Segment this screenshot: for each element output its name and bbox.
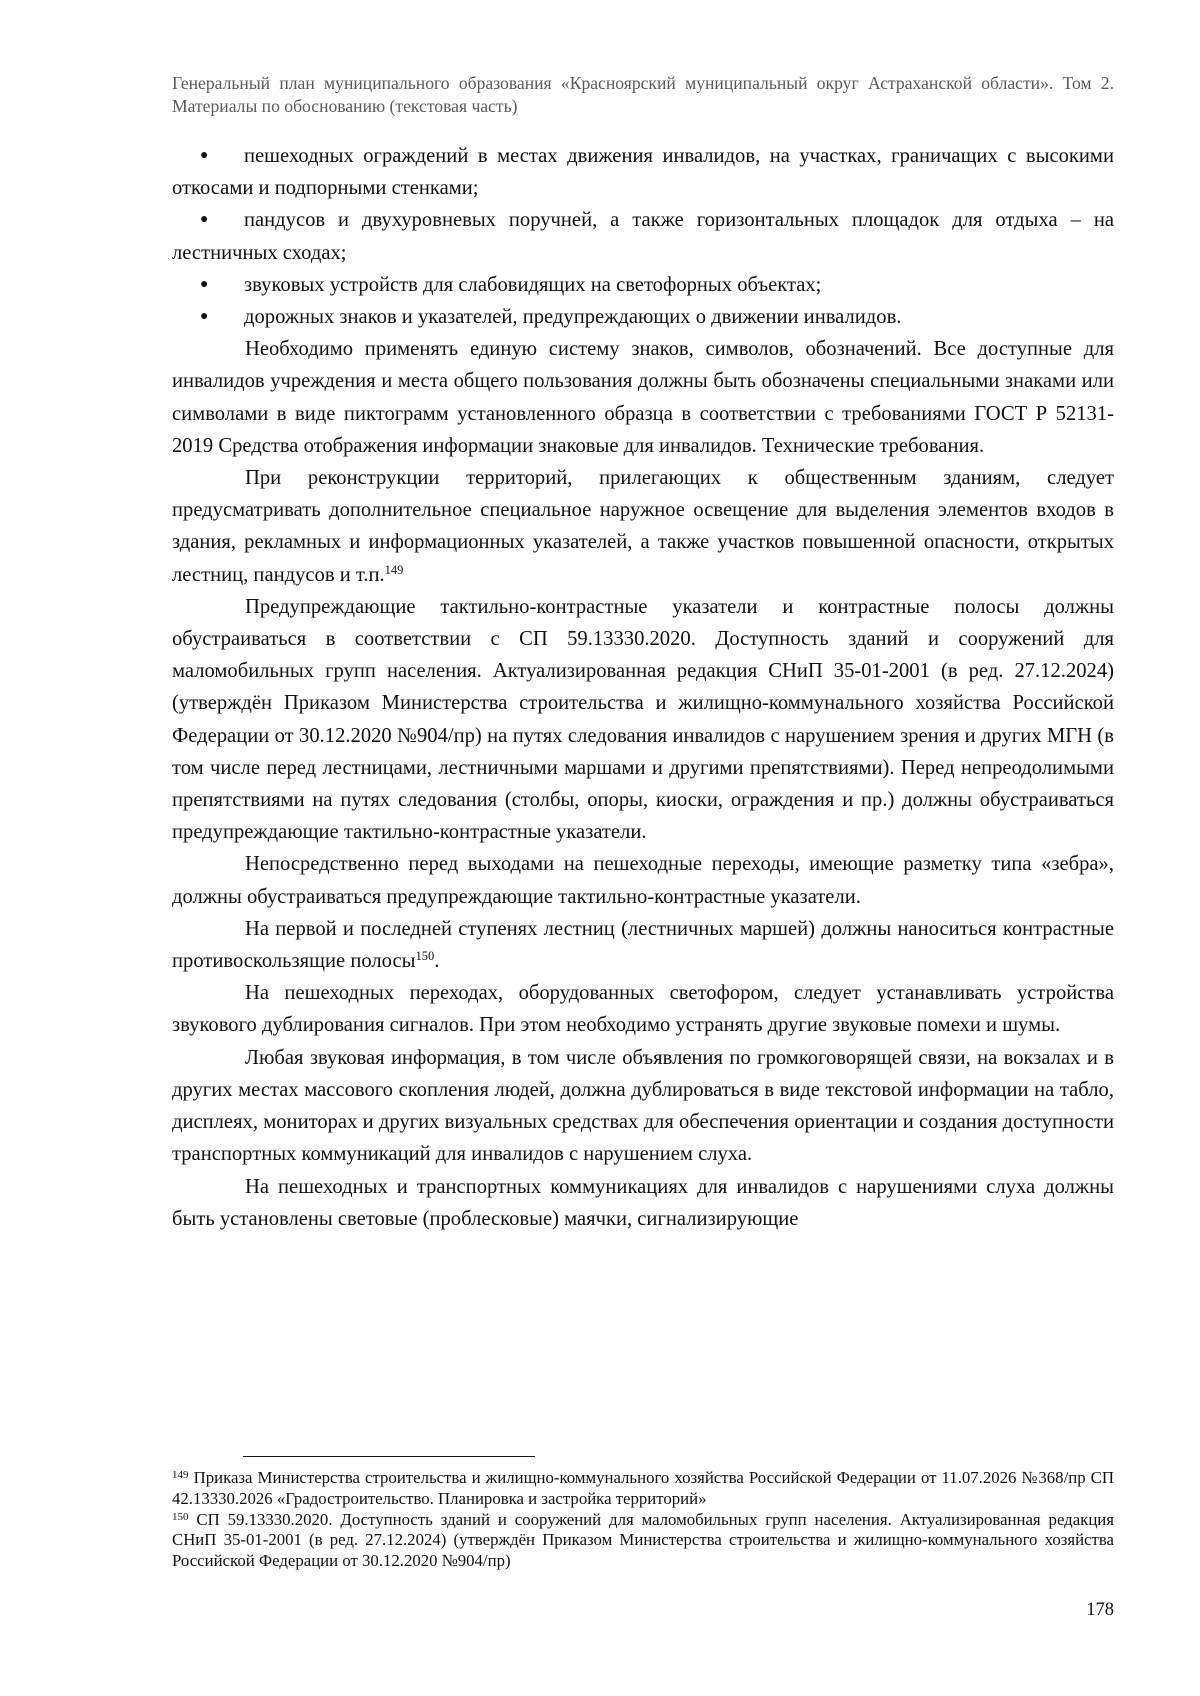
paragraph-text-duplication: Любая звуковая информация, в том числе объявления по громкоговорящей связи, на вокзалах и в других местах массового скопления людей, должна дублироваться в виде текстовой информации на табло, дисплеях, мониторах и других визуальных средствах для обеспечения ориентации и создания доступности транспортных коммуникаций для инвалидов с нарушением слуха.: [172, 1046, 1114, 1166]
paragraph-signs: Необходимо применять единую систему знаков, символов, обозначений. Все доступные для инвалидов учреждения и места общего пользования должны быть обозначены специальными знаками или символами в виде пиктограмм установленного образца в соответствии с требованиями ГОСТ Р 52131-2019 Средства отображения информации знаковые для инвалидов. Технические требования.: [172, 338, 1114, 457]
paragraph-audio-signals: На пешеходных переходах, оборудованных светофором, следует устанавливать устройства звукового дублирования сигналов. При этом необходимо устранять другие звуковые помехи и шумы.: [172, 982, 1114, 1037]
bullet-text: пандусов и двухуровневых поручней, а также горизонтальных площадок для отдыха – на лестничных сходах;: [172, 209, 1114, 264]
bullet-marker-icon: ●: [200, 309, 209, 325]
bullet-marker-icon: ●: [200, 148, 209, 163]
paragraph-stair-strips: [172, 913, 1114, 977]
footnote-text: Приказа Министерства строительства и жилищно-коммунального хозяйства Российской Федерации от 11.07.2026 №368/пр СП 42.13330.2026 «Градостроительство. Планировка и застройка территорий»: [172, 1468, 1114, 1508]
footnote-number: 149: [172, 1469, 189, 1481]
paragraph-light-beacons: На пешеходных и транспортных коммуникациях для инвалидов с нарушениями слуха должны быть установлены световые (проблесковые) маячки, сигнализирующие: [172, 1175, 1114, 1230]
footnotes: [172, 1468, 1114, 1572]
bullet-text: дорожных знаков и указателей, предупреждающих о движении инвалидов.: [244, 306, 902, 329]
footnote-separator: [243, 1456, 535, 1457]
bullet-text: звуковых устройств для слабовидящих на светофорных объектах;: [244, 273, 822, 296]
footnote-150: [172, 1510, 1114, 1572]
footnote-149: [172, 1468, 1114, 1510]
footnote-number: 150: [172, 1510, 189, 1523]
page-header: Генеральный план муниципального образования «Красноярский муниципальный округ Астраханской области». Том 2. Материалы по обоснованию (текстовая часть): [172, 73, 1114, 116]
paragraph-tactile-indicators: Предупреждающие тактильно-контрастные указатели и контрастные полосы должны обустраиваться в соответствии с СП 59.13330.2020. Доступность зданий и сооружений для маломобильных групп населения. Актуализированная редакция СНиП 35-01-2001 (в ред. 27.12.2024) (утверждён Приказом Министерства строительства и жилищно-коммунального хозяйства Российской Федерации от 30.12.2020 №904/пр) на путях следования инвалидов с нарушением зрения и других МГН (в том числе перед лестницами, лестничными маршами и другими препятствиями). Перед непреодолимыми препятствиями на путях следования (столбы, опоры, киоски, ограждения и пр.) должны обустраиваться предупреждающие тактильно-контрастные указатели.: [172, 595, 1114, 844]
bullet-item: [172, 204, 1114, 268]
paragraph-lighting: [172, 462, 1114, 591]
bullet-item: [172, 301, 1114, 333]
page-number: 178: [1086, 1600, 1114, 1620]
bullet-marker-icon: ●: [200, 276, 209, 292]
footnote-ref-149[interactable]: 149: [384, 562, 404, 577]
bullet-text: пешеходных ограждений в местах движения инвалидов, на участках, граничащих с высокими откосами и подпорными стенками;: [172, 145, 1114, 200]
footnote-text: СП 59.13330.2020. Доступность зданий и сооружений для маломобильных групп населения. Актуализированная редакция СНиП 35-01-2001 (в ред. 27.12.2024) (утверждён Приказом Министерства строительства и жилищно-коммунального хозяйства Российской Федерации от 30.12.2020 №904/пр): [172, 1509, 1114, 1571]
bullet-item: [172, 269, 1114, 301]
bullet-item: [172, 140, 1114, 204]
paragraph-zebra-crossings: Непосредственно перед выходами на пешеходные переходы, имеющие разметку типа «зебра», должны обустраиваться предупреждающие тактильно-контрастные указатели.: [172, 853, 1114, 908]
paragraph-text: При реконструкции территорий, прилегающих к общественным зданиям, следует предусматривать дополнительное специальное наружное освещение для выделения элементов входов в здания, рекламных и информационных указателей, а также участков повышенной опасности, открытых лестниц, пандусов и т.п.: [172, 467, 1114, 586]
paragraph-text: На первой и последней ступенях лестниц (лестничных маршей) должны наноситься контрастные противоскользящие полосы: [172, 917, 1114, 973]
paragraph-text-end: .: [434, 950, 440, 973]
footnote-ref-150[interactable]: 150: [415, 949, 435, 964]
bullet-marker-icon: ●: [200, 212, 209, 228]
document-body: [172, 140, 1114, 1235]
